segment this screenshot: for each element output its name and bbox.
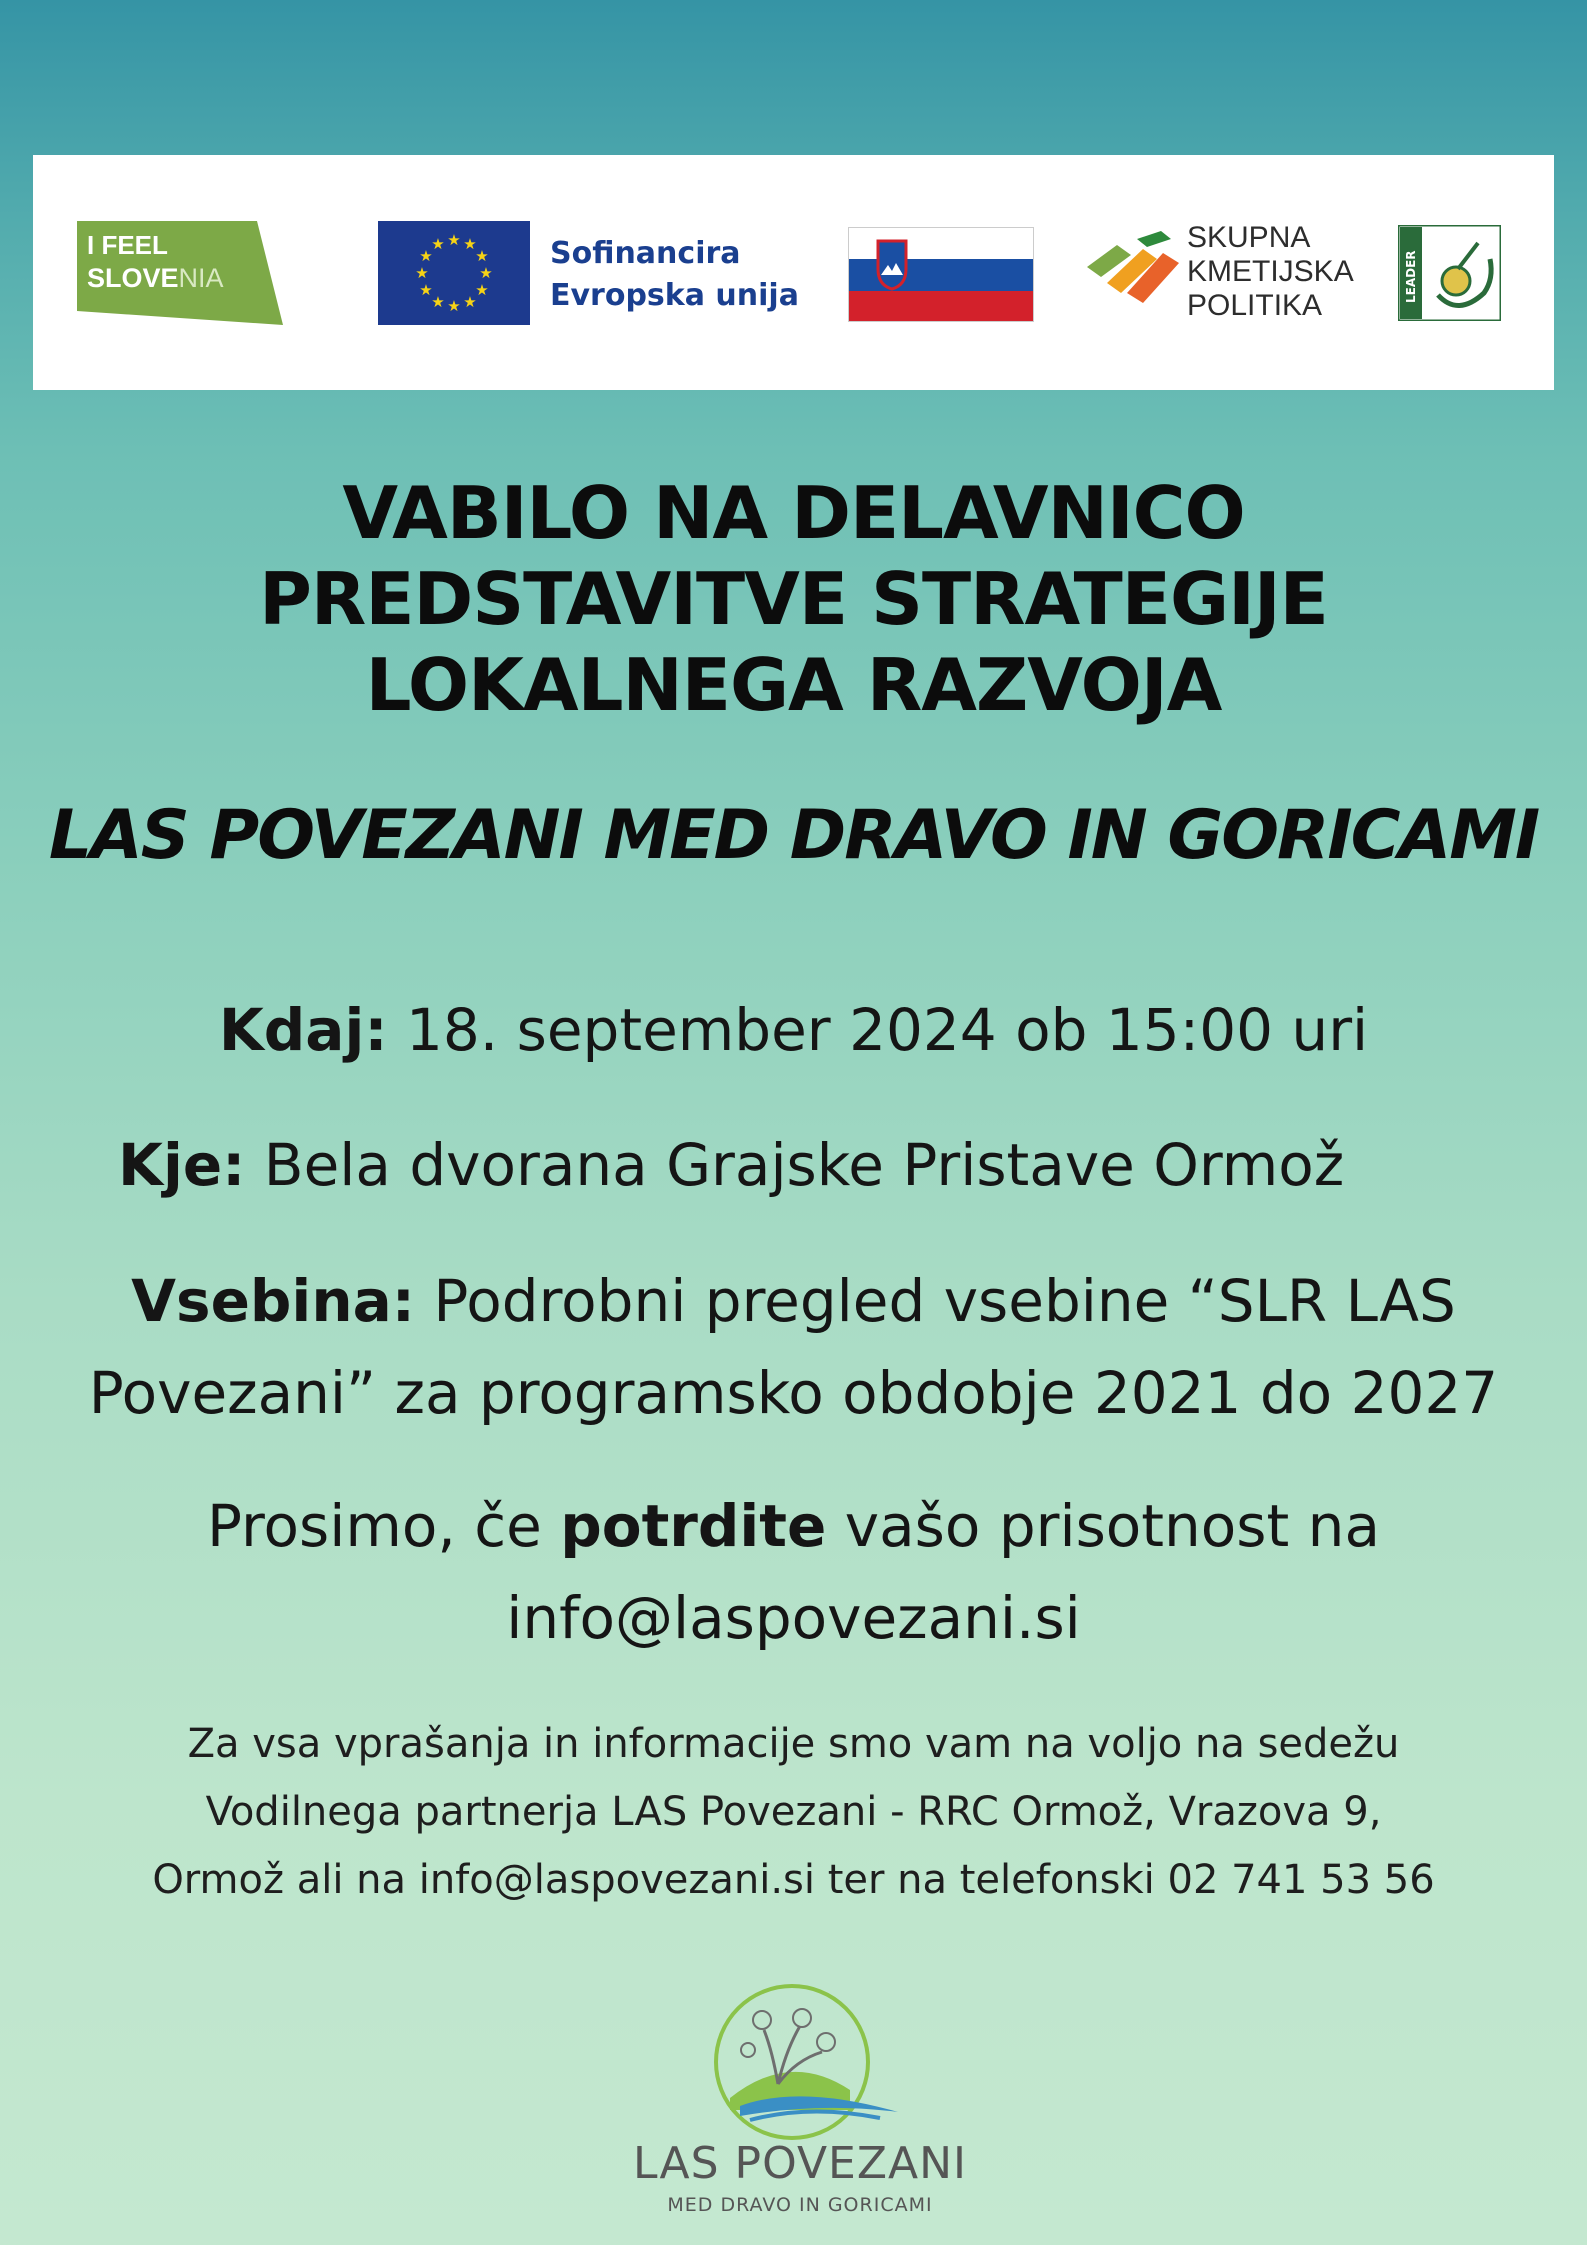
contact-line-2: Vodilnega partnerja LAS Povezani - RRC Ormož, Vrazova 9, — [205, 1789, 1382, 1835]
rsvp-request — [0, 1480, 1587, 1664]
svg-text:★: ★ — [475, 281, 489, 299]
content-value-2: Povezani” za programsko obdobje 2021 do 2027 — [88, 1359, 1499, 1427]
svg-text:★: ★ — [419, 247, 433, 265]
rsvp-text-before: Prosimo, če — [207, 1492, 561, 1560]
where-line — [118, 1125, 1344, 1205]
rsvp-email-link[interactable]: info@laspovezani.si — [506, 1584, 1081, 1652]
skp-logo-icon — [1087, 231, 1183, 303]
slovenia-flag-icon — [848, 227, 1034, 322]
svg-text:★: ★ — [431, 293, 445, 311]
svg-text:I FEEL: I FEEL — [87, 230, 168, 260]
las-povezani-logo — [620, 1980, 980, 2230]
eu-flag-icon — [378, 221, 530, 325]
contact-line-3: Ormož ali na info@laspovezani.si ter na telefonski 02 741 53 56 — [152, 1857, 1435, 1903]
svg-text:★: ★ — [431, 235, 445, 253]
skp-label-line3: POLITIKA — [1187, 289, 1323, 322]
rsvp-text-bold: potrdite — [560, 1492, 827, 1560]
skp-label-line2: KMETIJSKA — [1187, 255, 1354, 288]
content-value-1: Podrobni pregled vsebine “SLR LAS — [414, 1267, 1456, 1335]
svg-text:★: ★ — [475, 247, 489, 265]
svg-text:★: ★ — [463, 293, 477, 311]
when-line — [0, 990, 1587, 1070]
eu-label-line1: Sofinancira — [550, 236, 741, 271]
title-line-2: PREDSTAVITVE STRATEGIJE — [259, 557, 1328, 641]
title-line-1: VABILO NA DELAVNICO — [342, 471, 1245, 555]
organization-subtitle: LAS POVEZANI MED DRAVO IN GORICAMI — [48, 796, 1539, 875]
i-feel-slovenia-logo — [77, 221, 283, 325]
las-povezani-tree-logo — [700, 1980, 900, 2140]
skp-label-line1: SKUPNA — [1187, 221, 1311, 254]
where-label: Kje: — [118, 1131, 246, 1199]
when-value: 18. september 2024 ob 15:00 uri — [387, 996, 1369, 1064]
svg-text:★: ★ — [479, 264, 493, 282]
partner-logo-bar — [33, 155, 1554, 390]
svg-text:★: ★ — [415, 264, 429, 282]
title-line-3: LOKALNEGA RAZVOJA — [365, 643, 1222, 727]
svg-text:SLOVENIA: SLOVENIA — [87, 263, 224, 293]
las-logo-name: LAS POVEZANI — [633, 2138, 967, 2189]
eu-label-line2: Evropska unija — [550, 278, 799, 313]
las-logo-tagline: MED DRAVO IN GORICAMI — [667, 2194, 933, 2216]
eu-cofinancing-logo — [378, 221, 833, 325]
contact-line-1: Za vsa vprašanja in informacije smo vam na voljo na sedežu — [187, 1721, 1400, 1767]
contact-info — [0, 1710, 1587, 1914]
when-label: Kdaj: — [218, 996, 388, 1064]
content-label: Vsebina: — [131, 1267, 415, 1335]
svg-text:★: ★ — [419, 281, 433, 299]
where-value: Bela dvorana Grajske Pristave Ormož — [245, 1131, 1345, 1199]
invitation-title — [0, 470, 1587, 728]
svg-text:★: ★ — [463, 235, 477, 253]
content-line — [0, 1255, 1587, 1439]
rsvp-text-after: vašo prisotnost na — [826, 1492, 1380, 1560]
skp-logo — [1087, 221, 1377, 325]
svg-text:LEADER: LEADER — [1404, 250, 1418, 303]
svg-text:★: ★ — [447, 297, 461, 315]
leader-logo — [1398, 225, 1501, 321]
svg-text:★: ★ — [447, 231, 461, 249]
